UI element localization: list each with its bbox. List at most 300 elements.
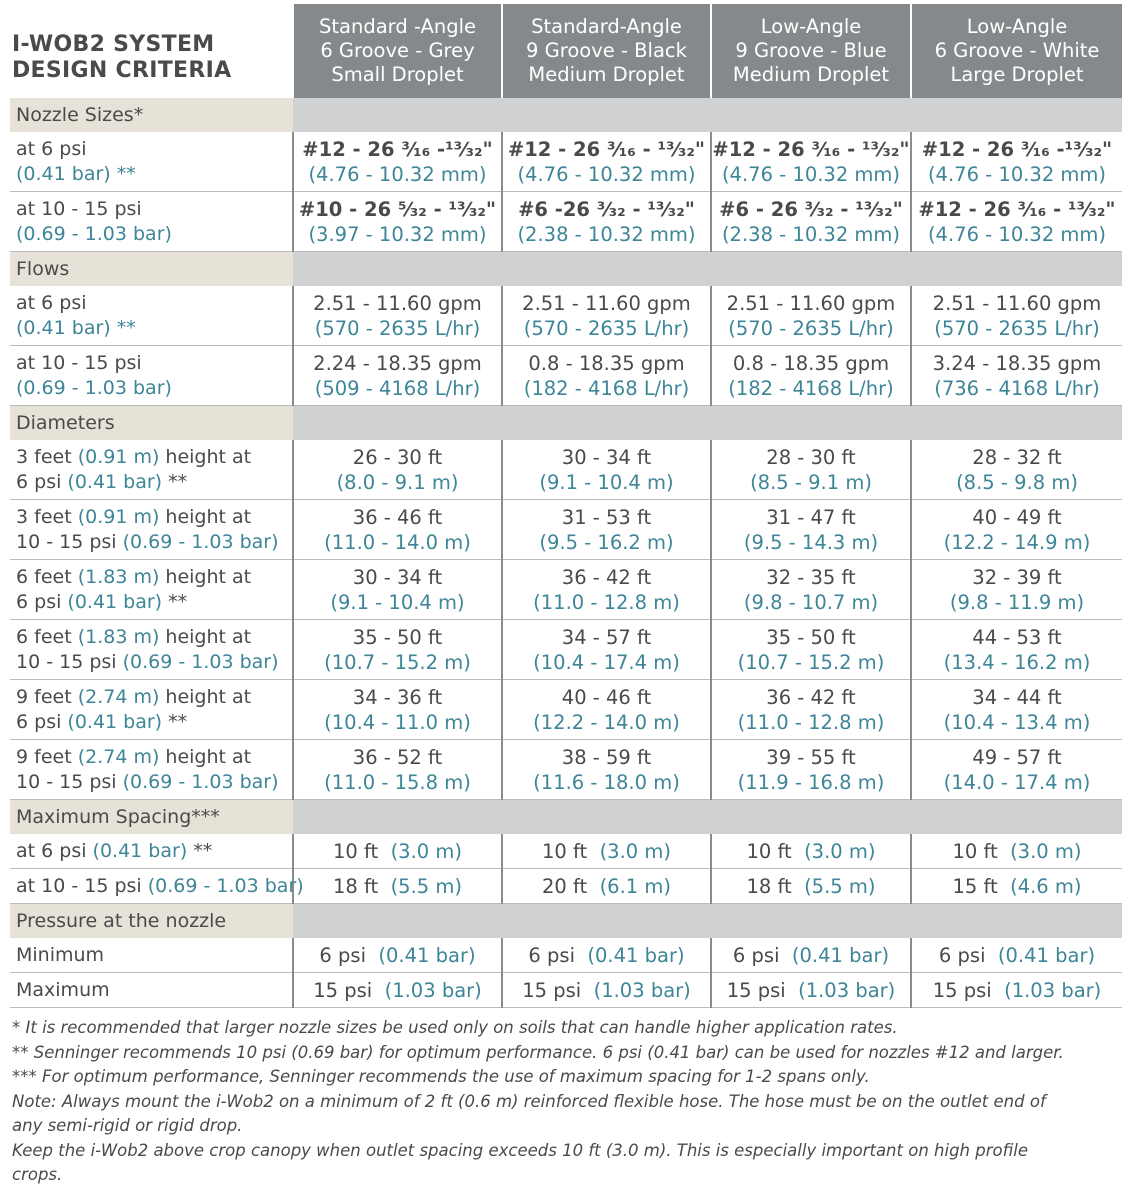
table-cell — [293, 286, 502, 346]
table-cell — [293, 132, 502, 192]
row-label-line — [16, 943, 292, 968]
cell-main: 30 - 34 ft — [352, 565, 443, 589]
cell-metric: (11.0 - 12.8 m) — [737, 710, 885, 734]
cell-main: #12 - 26 ³⁄₁₆ -¹³⁄₃₂" — [921, 137, 1113, 161]
row-label — [10, 740, 293, 800]
cell-metric: (9.5 - 16.2 m) — [539, 530, 674, 554]
cell-main: 15 psi — [726, 978, 786, 1002]
cell-metric: (9.1 - 10.4 m) — [330, 590, 465, 614]
table-cell — [711, 834, 911, 869]
label-metric: (0.69 - 1.03 bar) — [122, 530, 279, 553]
cell-metric: (570 - 2635 L/hr) — [314, 316, 481, 340]
row-label-line — [16, 625, 292, 650]
section-title: Pressure at the nozzle — [10, 904, 293, 939]
label-part: height at — [159, 625, 252, 648]
section-bar — [293, 406, 1122, 441]
column-header-blue — [711, 4, 911, 98]
table-cell — [911, 938, 1122, 973]
cell-main: 18 ft — [746, 874, 792, 898]
label-part: 6 feet — [16, 565, 78, 588]
cell-main: 6 psi — [732, 943, 780, 967]
cell-metric: (570 - 2635 L/hr) — [934, 316, 1100, 340]
cell-metric: (9.5 - 14.3 m) — [743, 530, 879, 554]
cell-metric: (0.41 bar) — [997, 943, 1096, 967]
table-cell — [502, 834, 711, 869]
cell-main: 30 - 34 ft — [561, 445, 652, 469]
cell-metric: (1.03 bar) — [384, 978, 482, 1002]
label-part: ** — [162, 470, 188, 493]
design-criteria-table — [10, 4, 1122, 1008]
table-cell — [711, 192, 911, 252]
table-cell — [293, 740, 502, 800]
row-label-metric: (0.69 - 1.03 bar) — [16, 376, 172, 399]
table-cell — [911, 500, 1122, 560]
row-label — [10, 869, 304, 904]
label-part: ** — [162, 710, 188, 733]
footnote: any semi-rigid or rigid drop. — [12, 1116, 243, 1135]
section-header-pressure — [10, 904, 1122, 939]
cell-metric: (10.4 - 17.4 m) — [533, 650, 680, 674]
footnote: * It is recommended that larger nozzle sizes be used only on soils that can handle higher application rates. — [12, 1018, 898, 1037]
table-cell — [502, 740, 711, 800]
column-header-line: Low-Angle — [760, 15, 862, 38]
label-metric: (0.41 bar) — [67, 710, 163, 733]
row-label-line — [16, 978, 292, 1003]
row-label-line — [16, 530, 292, 555]
label-part: 9 feet — [16, 685, 78, 708]
cell-main: 28 - 30 ft — [766, 445, 856, 469]
cell-main: 36 - 46 ft — [352, 505, 443, 529]
cell-main: #12 - 26 ³⁄₁₆ -¹³⁄₃₂" — [302, 137, 493, 161]
cell-main: 34 - 57 ft — [561, 625, 652, 649]
cell-main: 18 ft — [332, 874, 379, 898]
cell-main: 28 - 32 ft — [972, 445, 1062, 469]
row-label-line — [16, 839, 292, 864]
cell-main: 2.51 - 11.60 gpm — [313, 291, 482, 315]
row-label — [10, 834, 293, 869]
label-part: at 10 - 15 psi — [16, 874, 148, 897]
row-label-line: at 6 psi — [16, 137, 87, 160]
table-row — [10, 500, 1122, 560]
column-header-line: Large Droplet — [950, 63, 1084, 86]
table-row — [10, 834, 1122, 869]
row-label — [10, 938, 293, 973]
table-cell — [293, 834, 502, 869]
cell-metric: (12.2 - 14.9 m) — [943, 530, 1091, 554]
cell-metric: (570 - 2635 L/hr) — [523, 316, 690, 340]
table-row — [10, 192, 1122, 252]
label-metric: (0.41 bar) — [92, 839, 188, 862]
row-label-line — [16, 770, 292, 795]
label-part: 10 - 15 psi — [16, 530, 123, 553]
table-cell — [502, 620, 711, 680]
table-cell — [711, 620, 911, 680]
cell-metric: (5.5 m) — [804, 874, 876, 898]
cell-main: 36 - 52 ft — [352, 745, 443, 769]
cell-metric: (10.7 - 15.2 m) — [737, 650, 885, 674]
table-row — [10, 286, 1122, 346]
cell-metric: (10.7 - 15.2 m) — [324, 650, 471, 674]
cell-metric: (2.38 - 10.32 mm) — [517, 222, 696, 246]
cell-main: 15 ft — [952, 874, 998, 898]
row-label-line: at 10 - 15 psi — [16, 197, 142, 220]
cell-main: 0.8 - 18.35 gpm — [528, 351, 685, 375]
cell-main: 0.8 - 18.35 gpm — [732, 351, 890, 375]
row-label-line: at 10 - 15 psi — [16, 351, 142, 374]
table-cell — [293, 440, 502, 500]
column-header-line: 6 Groove - Grey — [320, 39, 475, 62]
column-header-grey — [293, 4, 502, 98]
row-label-metric: (0.41 bar) ** — [16, 162, 136, 185]
cell-main: 44 - 53 ft — [972, 625, 1062, 649]
cell-main: 40 - 46 ft — [561, 685, 652, 709]
cell-main: #12 - 26 ³⁄₁₆ - ¹³⁄₃₂" — [712, 137, 910, 161]
column-header-white — [911, 4, 1122, 98]
section-title: Nozzle Sizes* — [10, 98, 293, 132]
table-row — [10, 973, 1122, 1008]
row-label-line — [16, 710, 292, 735]
cell-metric: (8.5 - 9.1 m) — [750, 470, 872, 494]
label-part: ** — [162, 590, 188, 613]
cell-main: 2.51 - 11.60 gpm — [932, 291, 1102, 315]
cell-metric: (0.41 bar) — [378, 943, 476, 967]
row-label — [10, 346, 293, 406]
table-cell — [502, 192, 711, 252]
row-label-metric: (0.41 bar) ** — [16, 316, 136, 339]
cell-main: 15 psi — [522, 978, 582, 1002]
cell-main: 26 - 30 ft — [352, 445, 443, 469]
table-cell — [711, 680, 911, 740]
label-part: height at — [159, 745, 252, 768]
row-label-line — [16, 745, 292, 770]
table-cell — [711, 440, 911, 500]
column-header-line: Medium Droplet — [528, 63, 685, 86]
table-cell — [711, 286, 911, 346]
row-label-metric: (0.69 - 1.03 bar) — [16, 222, 172, 245]
row-label-line — [16, 874, 304, 899]
cell-main: 6 psi — [528, 943, 575, 967]
table-cell — [293, 192, 502, 252]
section-bar — [293, 800, 1122, 835]
table-cell — [502, 346, 711, 406]
section-header-diameters — [10, 406, 1122, 441]
table-cell — [911, 869, 1122, 904]
table-cell — [502, 500, 711, 560]
cell-main: 10 ft — [746, 839, 792, 863]
cell-main: 31 - 47 ft — [766, 505, 856, 529]
cell-metric: (4.76 - 10.32 mm) — [927, 222, 1107, 246]
label-part: 3 feet — [16, 505, 78, 528]
cell-main: 32 - 35 ft — [766, 565, 856, 589]
footnote: ** Senninger recommends 10 psi (0.69 bar) for optimum performance. 6 psi (0.41 bar) can be used for nozzles #12 and larger. — [12, 1042, 1064, 1062]
cell-metric: (9.1 - 10.4 m) — [539, 470, 674, 494]
label-metric: (2.74 m) — [77, 745, 160, 768]
table-cell — [293, 346, 502, 406]
section-header-flows — [10, 252, 1122, 287]
label-part: 6 psi — [16, 710, 68, 733]
table-cell — [293, 938, 502, 973]
label-metric: (2.74 m) — [77, 685, 160, 708]
cell-main: 10 ft — [332, 839, 379, 863]
cell-main: 10 ft — [952, 839, 998, 863]
cell-metric: (1.03 bar) — [798, 978, 896, 1002]
cell-metric: (12.2 - 14.0 m) — [533, 710, 680, 734]
cell-metric: (509 - 4168 L/hr) — [314, 376, 481, 400]
table-cell — [502, 938, 711, 973]
cell-metric: (14.0 - 17.4 m) — [943, 770, 1091, 794]
cell-metric: (3.0 m) — [804, 839, 876, 863]
table-cell — [502, 132, 711, 192]
label-metric: (0.69 - 1.03 bar) — [122, 650, 279, 673]
table-cell — [911, 192, 1122, 252]
table-cell — [911, 286, 1122, 346]
table-cell — [502, 440, 711, 500]
cell-metric: (6.1 m) — [599, 874, 671, 898]
cell-metric: (182 - 4168 L/hr) — [728, 376, 894, 400]
label-part: height at — [159, 685, 252, 708]
row-label — [10, 680, 293, 740]
section-header-nozzle-sizes — [10, 98, 1122, 132]
label-part: ** — [187, 839, 213, 862]
row-label-line — [16, 445, 292, 470]
table-row — [10, 938, 1122, 973]
cell-main: 15 psi — [313, 978, 373, 1002]
table-cell — [711, 560, 911, 620]
cell-metric: (4.76 - 10.32 mm) — [308, 162, 487, 186]
cell-metric: (3.0 m) — [599, 839, 671, 863]
table-cell — [711, 132, 911, 192]
cell-main: 2.51 - 11.60 gpm — [726, 291, 896, 315]
table-cell — [911, 740, 1122, 800]
label-part: 6 psi — [16, 590, 68, 613]
column-header-line: 6 Groove - White — [934, 39, 1100, 62]
row-label-line — [16, 650, 292, 675]
row-label — [10, 560, 293, 620]
label-part: 9 feet — [16, 745, 78, 768]
cell-main: 3.24 - 18.35 gpm — [932, 351, 1102, 375]
column-header-black — [502, 4, 711, 98]
table-cell — [911, 620, 1122, 680]
section-bar — [293, 98, 1122, 132]
cell-main: 39 - 55 ft — [766, 745, 856, 769]
footnote: crops. — [12, 1165, 63, 1184]
section-title: Maximum Spacing*** — [10, 800, 293, 835]
table-cell — [293, 680, 502, 740]
footnote: *** For optimum performance, Senninger recommends the use of maximum spacing for 1-2 spans only. — [12, 1067, 870, 1086]
table-row — [10, 346, 1122, 406]
table-row — [10, 620, 1122, 680]
cell-main: #6 - 26 ³⁄₃₂ - ¹³⁄₃₂" — [719, 197, 903, 221]
header-row — [10, 4, 1122, 98]
row-label — [10, 500, 293, 560]
row-label — [10, 132, 293, 192]
cell-metric: (10.4 - 13.4 m) — [943, 710, 1091, 734]
cell-main: #12 - 26 ³⁄₁₆ - ¹³⁄₃₂" — [918, 197, 1116, 221]
table-cell — [711, 973, 911, 1008]
cell-main: 35 - 50 ft — [766, 625, 856, 649]
table-cell — [711, 938, 911, 973]
label-metric: (0.41 bar) — [67, 590, 163, 613]
cell-metric: (4.76 - 10.32 mm) — [721, 162, 901, 186]
section-bar — [293, 904, 1122, 939]
cell-main: 32 - 39 ft — [972, 565, 1062, 589]
label-part: Minimum — [16, 943, 105, 966]
column-header-line: 9 Groove - Blue — [735, 39, 887, 62]
section-bar — [293, 252, 1122, 287]
footnotes — [10, 1016, 1124, 1188]
table-cell — [911, 680, 1122, 740]
cell-main: 38 - 59 ft — [561, 745, 652, 769]
label-metric: (0.91 m) — [77, 505, 160, 528]
cell-metric: (1.03 bar) — [1004, 978, 1102, 1002]
cell-metric: (11.0 - 14.0 m) — [324, 530, 471, 554]
column-header-line: Small Droplet — [331, 63, 464, 86]
label-metric: (0.69 - 1.03 bar) — [147, 874, 304, 897]
table-cell — [293, 500, 502, 560]
cell-main: #12 - 26 ³⁄₁₆ - ¹³⁄₃₂" — [507, 137, 706, 161]
cell-metric: (13.4 - 16.2 m) — [943, 650, 1091, 674]
row-label — [10, 620, 293, 680]
table-cell — [911, 973, 1122, 1008]
column-header-line: Standard -Angle — [318, 15, 476, 38]
table-cell — [293, 560, 502, 620]
table-cell — [911, 440, 1122, 500]
footnote: Keep the i-Wob2 above crop canopy when outlet spacing exceeds 10 ft (3.0 m). This is especially important on high profile — [12, 1140, 1028, 1160]
cell-metric: (182 - 4168 L/hr) — [523, 376, 690, 400]
cell-metric: (9.8 - 10.7 m) — [743, 590, 879, 614]
cell-main: 6 psi — [319, 943, 366, 967]
label-metric: (1.83 m) — [77, 565, 160, 588]
cell-metric: (1.03 bar) — [593, 978, 691, 1002]
cell-metric: (8.5 - 9.8 m) — [956, 470, 1078, 494]
cell-main: 34 - 44 ft — [972, 685, 1062, 709]
cell-metric: (4.6 m) — [1010, 874, 1082, 898]
cell-main: 10 ft — [541, 839, 588, 863]
cell-metric: (5.5 m) — [390, 874, 462, 898]
title-line-2: DESIGN CRITERIA — [12, 58, 232, 83]
label-part: height at — [159, 505, 252, 528]
table-cell — [293, 620, 502, 680]
row-label-line — [16, 685, 292, 710]
label-part: 6 psi — [16, 470, 68, 493]
label-metric: (0.69 - 1.03 bar) — [122, 770, 279, 793]
column-header-line: 9 Groove - Black — [526, 39, 687, 62]
label-part: 6 feet — [16, 625, 78, 648]
cell-main: 2.24 - 18.35 gpm — [313, 351, 482, 375]
cell-main: 2.51 - 11.60 gpm — [522, 291, 691, 315]
table-cell — [711, 869, 911, 904]
table-row — [10, 132, 1122, 192]
title-line-1: I-WOB2 SYSTEM — [12, 32, 215, 57]
table-row — [10, 560, 1122, 620]
cell-metric: (11.6 - 18.0 m) — [533, 770, 680, 794]
label-part: 10 - 15 psi — [16, 650, 123, 673]
cell-metric: (3.0 m) — [1010, 839, 1082, 863]
cell-main: 6 psi — [938, 943, 986, 967]
column-header-line: Standard-Angle — [531, 15, 682, 38]
column-header-line: Low-Angle — [966, 15, 1068, 38]
cell-metric: (3.97 - 10.32 mm) — [308, 222, 487, 246]
cell-metric: (11.9 - 16.8 m) — [737, 770, 885, 794]
cell-metric: (11.0 - 15.8 m) — [324, 770, 471, 794]
table-cell — [502, 560, 711, 620]
table-cell — [502, 869, 711, 904]
table-cell — [502, 680, 711, 740]
table-cell — [911, 560, 1122, 620]
row-label-line — [16, 470, 292, 495]
cell-metric: (0.41 bar) — [587, 943, 685, 967]
cell-main: 20 ft — [541, 874, 588, 898]
footnote: Note: Always mount the i-Wob2 on a minimum of 2 ft (0.6 m) reinforced flexible hose. The hose must be on the outlet end of — [12, 1091, 1046, 1111]
label-part: 10 - 15 psi — [16, 770, 123, 793]
cell-main: 40 - 49 ft — [972, 505, 1062, 529]
cell-main: 49 - 57 ft — [972, 745, 1062, 769]
cell-main: #6 -26 ³⁄₃₂ - ¹³⁄₃₂" — [518, 197, 695, 221]
cell-main: 36 - 42 ft — [561, 565, 652, 589]
label-part: height at — [159, 445, 252, 468]
cell-metric: (11.0 - 12.8 m) — [533, 590, 680, 614]
table-cell — [911, 346, 1122, 406]
table-row — [10, 680, 1122, 740]
table-title — [10, 4, 293, 98]
row-label-line — [16, 590, 292, 615]
row-label-line — [16, 565, 292, 590]
row-label-line — [16, 505, 292, 530]
section-title: Flows — [10, 252, 293, 287]
label-part: at 6 psi — [16, 839, 93, 862]
cell-metric: (2.38 - 10.32 mm) — [721, 222, 901, 246]
table-row — [10, 740, 1122, 800]
cell-metric: (3.0 m) — [390, 839, 462, 863]
cell-metric: (8.0 - 9.1 m) — [336, 470, 459, 494]
table-cell — [711, 346, 911, 406]
cell-main: 15 psi — [932, 978, 992, 1002]
label-metric: (1.83 m) — [77, 625, 160, 648]
label-part: height at — [159, 565, 252, 588]
cell-main: 35 - 50 ft — [352, 625, 443, 649]
cell-metric: (570 - 2635 L/hr) — [728, 316, 894, 340]
label-part: 3 feet — [16, 445, 78, 468]
row-label — [10, 440, 293, 500]
table-cell — [711, 740, 911, 800]
cell-metric: (9.8 - 11.9 m) — [949, 590, 1085, 614]
cell-main: 31 - 53 ft — [561, 505, 652, 529]
cell-metric: (736 - 4168 L/hr) — [934, 376, 1100, 400]
table-cell — [911, 834, 1122, 869]
row-label — [10, 973, 293, 1008]
table-cell — [293, 973, 502, 1008]
cell-main: 34 - 36 ft — [352, 685, 443, 709]
table-cell — [502, 973, 711, 1008]
cell-metric: (10.4 - 11.0 m) — [324, 710, 471, 734]
cell-metric: (0.41 bar) — [791, 943, 890, 967]
row-label — [10, 192, 293, 252]
design-criteria-sheet — [10, 4, 1124, 1188]
table-cell — [711, 500, 911, 560]
row-label-line: at 6 psi — [16, 291, 87, 314]
row-label — [10, 286, 293, 346]
table-row — [10, 869, 1122, 904]
label-metric: (0.91 m) — [77, 445, 160, 468]
table-cell — [502, 286, 711, 346]
table-cell — [911, 132, 1122, 192]
table-row — [10, 440, 1122, 500]
label-part: Maximum — [16, 978, 110, 1001]
section-title: Diameters — [10, 406, 293, 441]
label-metric: (0.41 bar) — [67, 470, 163, 493]
cell-main: 36 - 42 ft — [766, 685, 856, 709]
cell-main: #10 - 26 ⁵⁄₃₂ - ¹³⁄₃₂" — [298, 197, 497, 221]
